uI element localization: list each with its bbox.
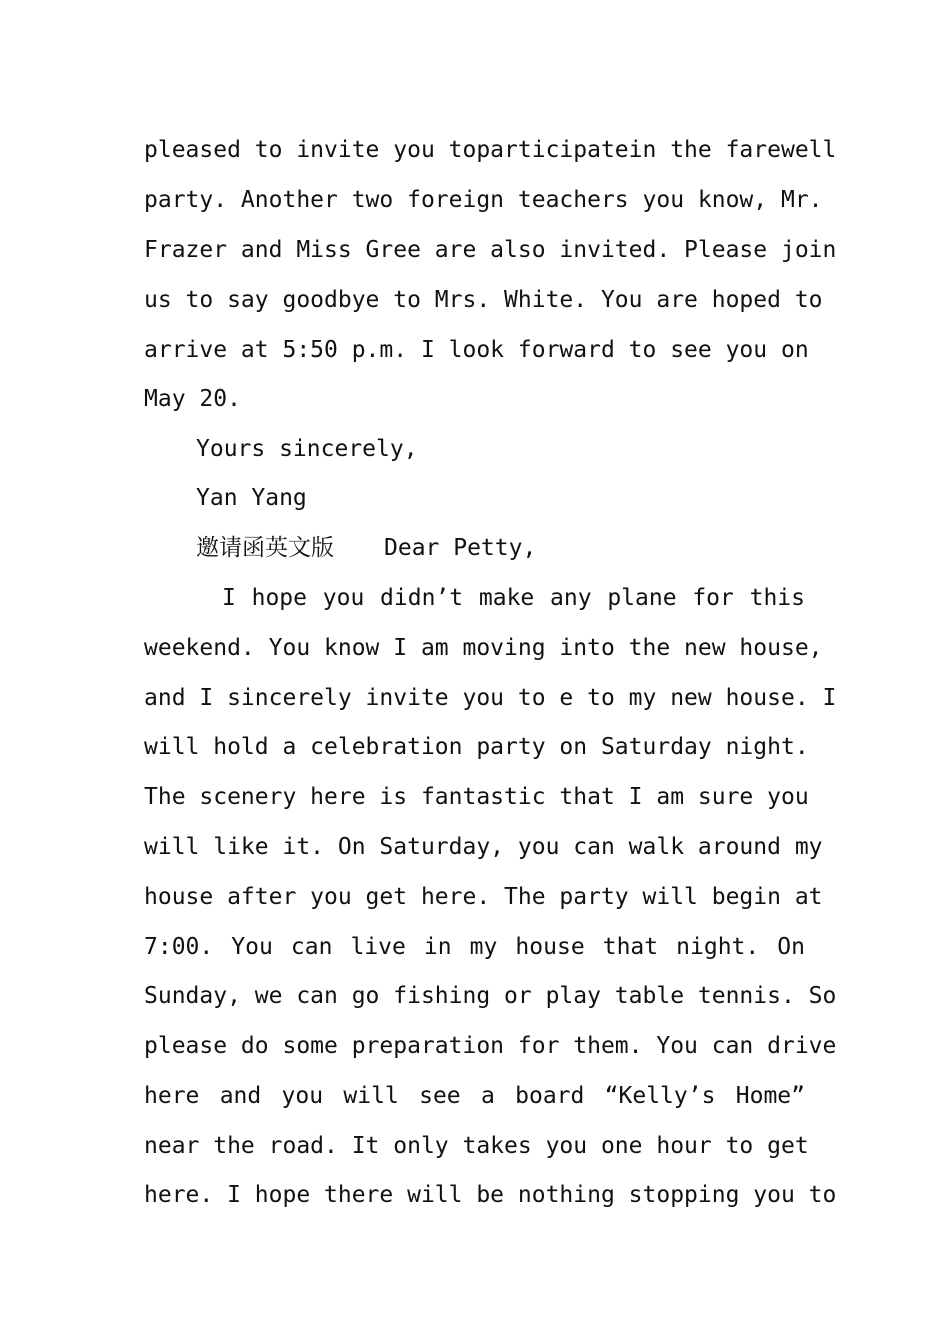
letter1-line-4: us to say goodbye to Mrs. White. You are hoped to <box>144 287 823 313</box>
letter2-line-6: will like it. On Saturday, you can walk around my <box>144 834 823 860</box>
letter2-line-2: weekend. You know I am moving into the new house, <box>144 635 823 661</box>
letter2-line-11: here and you will see a board “Kelly’s Home” <box>144 1083 805 1109</box>
letter2-line-9: Sunday, we can go fishing or play table tennis. So <box>144 983 837 1009</box>
letter2-salutation: Dear Petty, <box>384 535 537 561</box>
heading-line <box>196 533 536 563</box>
letter1-line-5: arrive at 5:50 p.m. I look forward to see you on <box>144 337 809 363</box>
letter1-line-6: May 20. <box>144 386 241 412</box>
letter2-line-4: will hold a celebration party on Saturday night. <box>144 734 809 760</box>
letter1-line-1: pleased to invite you toparticipatein the farewell <box>144 137 837 163</box>
letter2-line-3: and I sincerely invite you to e to my new house. I <box>144 685 837 711</box>
letter2-line-12: near the road. It only takes you one hour to get <box>144 1133 809 1159</box>
letter2-line-10: please do some preparation for them. You can drive <box>144 1033 837 1059</box>
letter1-line-2: party. Another two foreign teachers you know, Mr. <box>144 187 823 213</box>
letter1-signature: Yan Yang <box>196 485 307 511</box>
letter2-line-7: house after you get here. The party will begin at <box>144 884 823 910</box>
letter2-line-13: here. I hope there will be nothing stopping you to <box>144 1182 837 1208</box>
letter2-line-5: The scenery here is fantastic that I am sure you <box>144 784 809 810</box>
letter2-line-1: I hope you didn’t make any plane for this <box>222 585 805 611</box>
letter1-closing: Yours sincerely, <box>196 436 418 462</box>
letter1-line-3: Frazer and Miss Gree are also invited. Please join <box>144 237 837 263</box>
section-heading: 邀请函英文版 <box>196 535 334 561</box>
letter2-line-8: 7:00. You can live in my house that night. On <box>144 934 805 960</box>
